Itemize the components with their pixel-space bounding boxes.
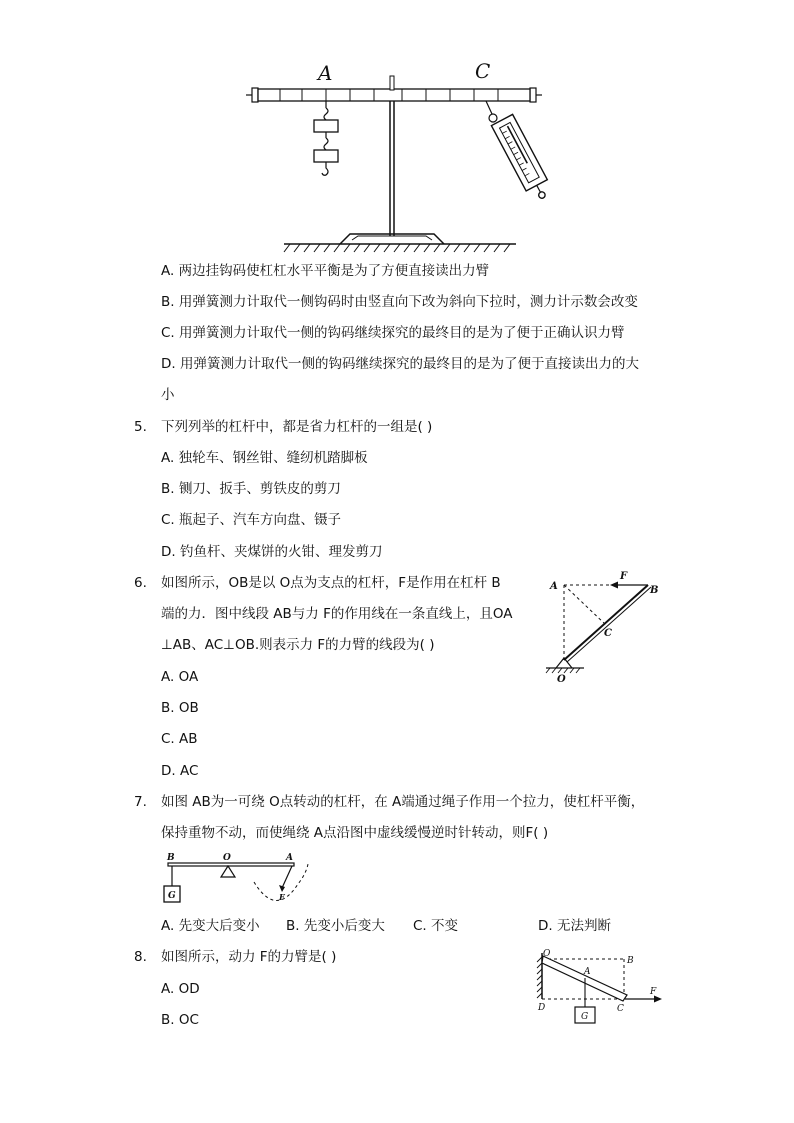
q7-fig-label-o: O xyxy=(223,853,231,863)
q6-option-b: B. OB xyxy=(161,700,199,716)
q4-option-d-cont: 小 xyxy=(161,387,175,403)
q6-option-c: C. AB xyxy=(161,731,198,747)
q8-fig-label-a: A xyxy=(584,967,591,977)
q7-fig-label-a: A xyxy=(286,853,293,863)
q6-option-a: A. OA xyxy=(161,669,199,685)
q6-fig-label-b: B xyxy=(650,585,659,596)
q5-option-d: D. 钓鱼杆、夹煤饼的火钳、理发剪刀 xyxy=(161,544,383,560)
q5-option-b: B. 铡刀、扳手、剪铁皮的剪刀 xyxy=(161,481,341,497)
q7-lever-figure xyxy=(158,850,318,910)
q8-fig-label-o: O xyxy=(543,949,551,959)
q6-stem-line3: ⊥AB、AC⊥OB.则表示力 F的力臂的线段为( ) xyxy=(161,637,435,653)
q6-fig-label-a: A xyxy=(550,581,558,592)
q6-option-d: D. AC xyxy=(161,763,199,779)
q7-option-b: B. 先变小后变大 xyxy=(286,918,385,934)
q6-fig-label-c: C xyxy=(604,628,612,639)
q6-stem-line1: 如图所示，OB是以 O点为支点的杠杆，F是作用在杠杆 B xyxy=(161,575,501,591)
q8-fig-label-c: C xyxy=(617,1004,624,1014)
q7-stem-line1: 如图 AB为一可绕 O点转动的杠杆，在 A端通过绳子作用一个拉力，使杠杆平衡， xyxy=(161,794,645,810)
q6-fig-label-o: O xyxy=(557,674,566,683)
q8-lever-figure xyxy=(530,943,670,1028)
q7-fig-label-f: F xyxy=(279,892,285,902)
q8-fig-label-g: G xyxy=(581,1012,589,1022)
q6-number: 6. xyxy=(134,575,147,591)
q4-option-b: B. 用弹簧测力计取代一侧钩码时由竖直向下改为斜向下拉时，测力计示数会改变 xyxy=(161,294,638,310)
q7-option-d: D. 无法判断 xyxy=(538,918,611,934)
q7-fig-label-g: G xyxy=(168,891,176,901)
q7-stem-line2: 保持重物不动，而使绳绕 A点沿图中虚线缓慢逆时针转动，则F( ) xyxy=(161,825,549,841)
q6-lever-figure xyxy=(540,568,670,683)
q8-fig-label-b: B xyxy=(627,956,634,966)
q8-option-b: B. OC xyxy=(161,1012,199,1028)
q6-stem-line2: 端的力．图中线段 AB与力 F的作用线在一条直线上，且OA xyxy=(161,606,513,622)
q7-option-c: C. 不变 xyxy=(413,918,459,934)
q4-option-d: D. 用弹簧测力计取代一侧的钩码继续探究的最终目的是为了便于直接读出力的大 xyxy=(161,356,639,372)
q8-option-a: A. OD xyxy=(161,981,200,997)
q8-number: 8. xyxy=(134,949,147,965)
q6-fig-label-f: F xyxy=(620,571,628,582)
q8-fig-label-f: F xyxy=(650,987,657,997)
fig1-label-a: A xyxy=(318,61,333,85)
q5-option-a: A. 独轮车、钢丝钳、缝纫机踏脚板 xyxy=(161,450,368,466)
q7-fig-label-b: B xyxy=(167,853,175,863)
fig1-label-c: C xyxy=(475,59,491,83)
q8-stem: 如图所示，动力 F的力臂是( ) xyxy=(161,949,337,965)
q7-number: 7. xyxy=(134,794,147,810)
q5-number: 5. xyxy=(134,419,147,435)
q4-option-a: A. 两边挂钩码使杠杠水平平衡是为了方便直接读出力臂 xyxy=(161,263,490,279)
q5-stem: 下列列举的杠杆中，都是省力杠杆的一组是( ) xyxy=(161,419,433,435)
lever-spring-scale-figure xyxy=(240,58,550,258)
q7-option-a: A. 先变大后变小 xyxy=(161,918,260,934)
q4-option-c: C. 用弹簧测力计取代一侧的钩码继续探究的最终目的是为了便于正确认识力臂 xyxy=(161,325,625,341)
q5-option-c: C. 瓶起子、汽车方向盘、镊子 xyxy=(161,512,342,528)
q8-fig-label-d: D xyxy=(538,1003,546,1013)
